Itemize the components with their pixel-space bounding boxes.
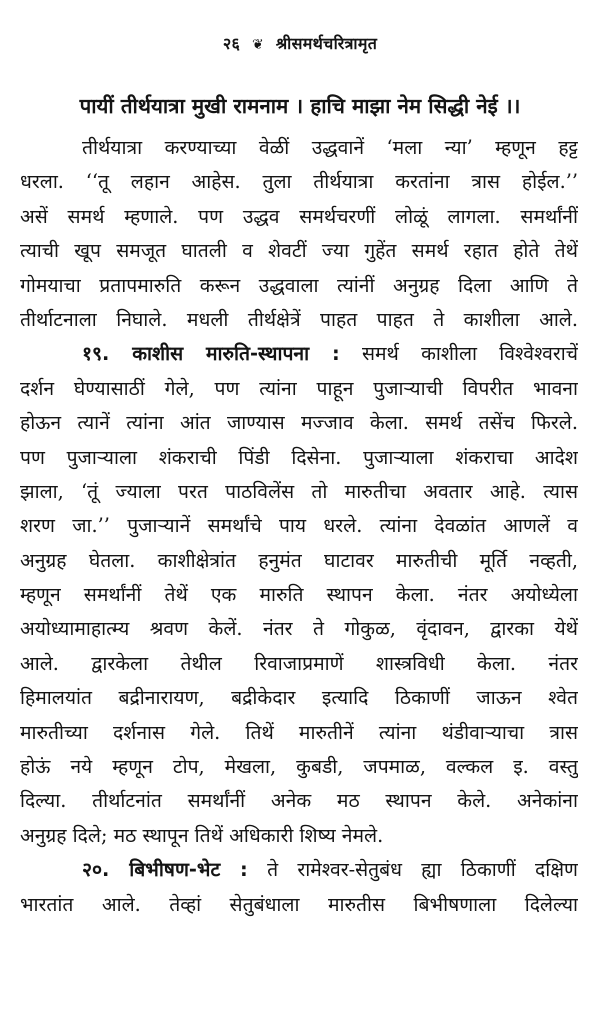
text-line: शरण जा.’’ पुजाऱ्यानें समर्थांचे पाय धरले. त्यांना देवळांत आणलें व — [20, 514, 578, 538]
text-line: त्याची खूप समजूत घातली व शेवटीं ज्या गुहेंत समर्थ रहात होते तेथें — [20, 239, 578, 263]
section-heading: १९. काशीस मारुति-स्थापना : — [82, 342, 340, 366]
section-20-first-line — [20, 853, 578, 887]
section-text: समर्थ काशीला विश्वेश्वराचें — [361, 342, 578, 366]
text-line: तीर्थयात्रा करण्याच्या वेळीं उद्धवानें ‘मला न्या’ म्हणून हट्ट — [82, 136, 578, 159]
text-line: म्हणून समर्थांनीं तेथें एक मारुति स्थापन केला. नंतर अयोध्येला — [20, 583, 578, 607]
text-line: भारतांत आले. तेव्हां सेतुबंधाला मारुतीस बिभीषणाला दिलेल्या — [20, 892, 578, 916]
text-line: पण पुजाऱ्याला शंकराची पिंडी दिसेना. पुजाऱ्याला शंकराचा आदेश — [20, 445, 578, 469]
text-line: आले. द्वारकेला तेथील रिवाजाप्रमाणें शास्त्रविधी केला. नंतर — [20, 651, 578, 675]
text-line: तीर्थाटनाला निघाले. मधली तीर्थक्षेत्रें पाहत पाहत ते काशीला आले. — [20, 307, 578, 331]
running-header — [0, 32, 600, 54]
text-line: अनुग्रह घेतला. काशीक्षेत्रांत हनुमंत घाटावर मारुतीची मूर्ति नव्हती, — [20, 548, 578, 572]
section-heading: २०. बिभीषण-भेट : — [82, 858, 248, 882]
text-line: होऊन त्यानें त्यांना आंत जाण्यास मज्जाव केला. समर्थ तसेंच फिरले. — [20, 411, 578, 435]
text-line: दर्शन घेण्यासाठीं गेले, पण त्यांना पाहून पुजाऱ्याची विपरीत भावना — [20, 376, 578, 400]
verse-couplet: पायीं तीर्थयात्रा मुखी रामनाम । हाचि माझा नेम सिद्धी नेई ।। — [79, 94, 521, 118]
body-text — [20, 131, 578, 922]
section-19-first-line — [20, 337, 578, 371]
text-line: मारुतीच्या दर्शनास गेले. तिथें मारुतीनें त्यांना थंडीवाऱ्याचा त्रास — [20, 720, 578, 744]
floral-ornament-icon: ❦ — [251, 37, 264, 53]
text-line: दिल्या. तीर्थाटनांत समर्थांनीं अनेक मठ स्थापन केले. अनेकांना — [20, 789, 578, 813]
text-line: होऊं नये म्हणून टोप, मेखला, कुबडी, जपमाळ, वल्कल इ. वस्तु — [20, 755, 578, 779]
text-line: गोमयाचा प्रतापमारुति करून उद्धवाला त्यांनीं अनुग्रह दिला आणि ते — [20, 273, 578, 297]
book-title: श्रीसमर्थचरित्रामृत — [275, 34, 378, 53]
text-line: अयोध्यामाहात्म्य श्रवण केलें. नंतर ते गोकुळ, वृंदावन, द्वारका येथें — [20, 617, 578, 641]
text-line: झाला, ‘तूं ज्याला परत पाठविलेंस तो मारुतीचा अवतार आहे. त्यास — [20, 479, 578, 503]
section-text: ते रामेश्वर-सेतुबंध ह्या ठिकाणीं दक्षिण — [267, 858, 578, 882]
text-line: अनुग्रह दिले; मठ स्थापून तिथें अधिकारी शिष्य नेमले. — [20, 823, 384, 847]
text-line: धरला. ‘‘तू लहान आहेस. तुला तीर्थयात्रा करतांना त्रास होईल.’’ — [20, 170, 578, 194]
text-line: असें समर्थ म्हणाले. पण उद्धव समर्थचरणीं लोळूं लागला. समर्थांनीं — [20, 204, 578, 228]
text-line: हिमालयांत बद्रीनारायण, बद्रीकेदार इत्यादि ठिकाणीं जाऊन श्वेत — [20, 686, 578, 710]
page-number: २६ — [222, 34, 241, 53]
